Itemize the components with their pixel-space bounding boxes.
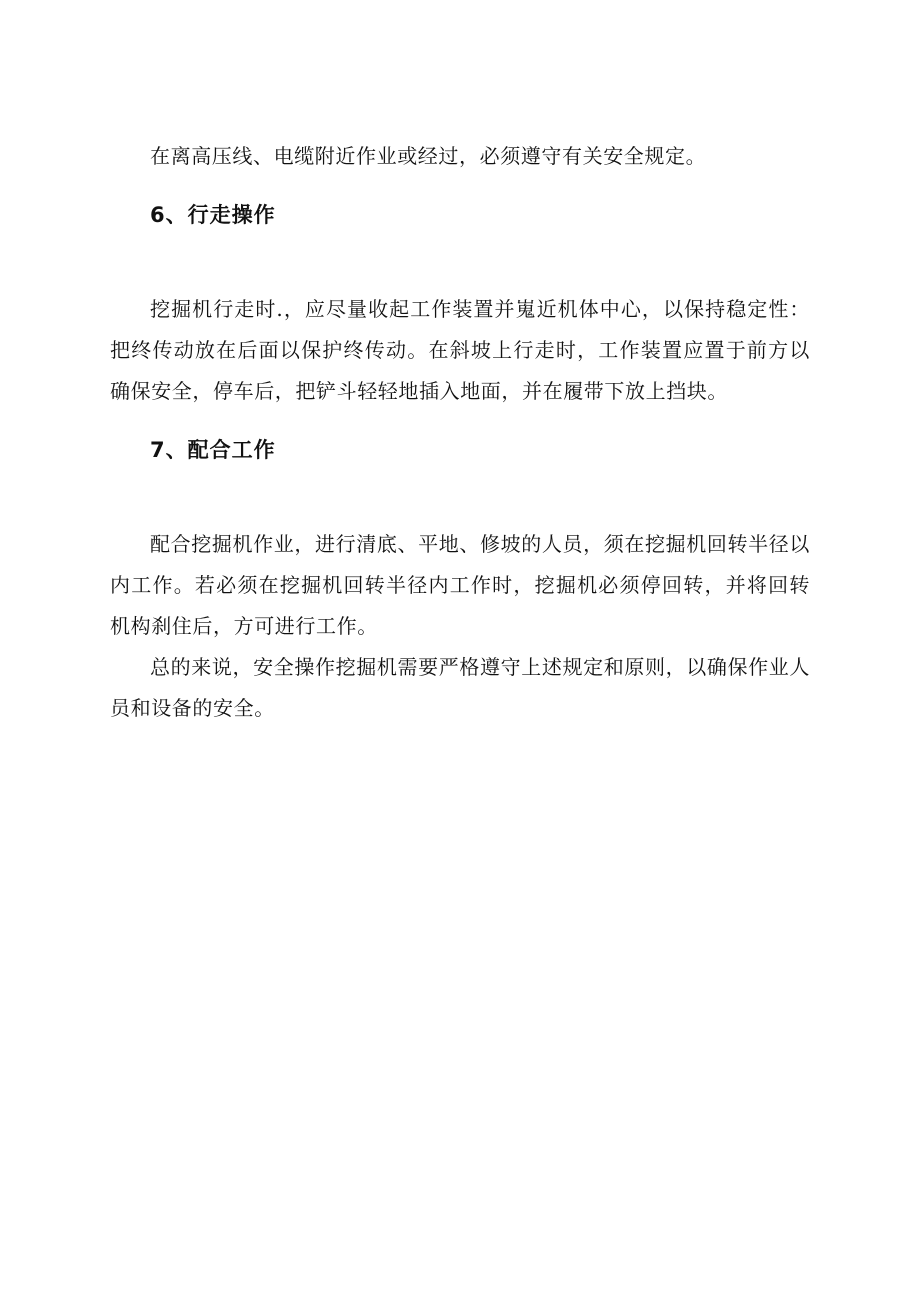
section-heading-walking: 6、行走操作 <box>150 203 276 227</box>
paragraph-summary: 总的来说，安全操作挖掘机需要严格遵守上述规定和原则，以确保作业人员和设备的安全。 <box>110 655 810 720</box>
paragraph-cooperation: 配合挖掘机作业，进行清底、平地、修坡的人员，须在挖掘机回转半径以内工作。若必须在挖掘机回转半径内工作时，挖掘机必须停回转，并将回转机构刹住后，方可进行工作。 <box>110 532 810 638</box>
paragraph-walking: 挖掘机行走时.，应尽量收起工作装置并嵬近机体中心，以保持稳定性：把终传动放在后面以保护终传动。在斜坡上行走时，工作装置应置于前方以确保安全，停车后，把铲斗轻轻地插入地面，并在履带下放上挡块。 <box>110 297 810 403</box>
section-heading-cooperation: 7、配合工作 <box>150 438 276 462</box>
document-body <box>110 136 810 729</box>
intro-paragraph: 在离高压线、电缆附近作业或经过，必须遵守有关安全规定。 <box>150 144 707 168</box>
